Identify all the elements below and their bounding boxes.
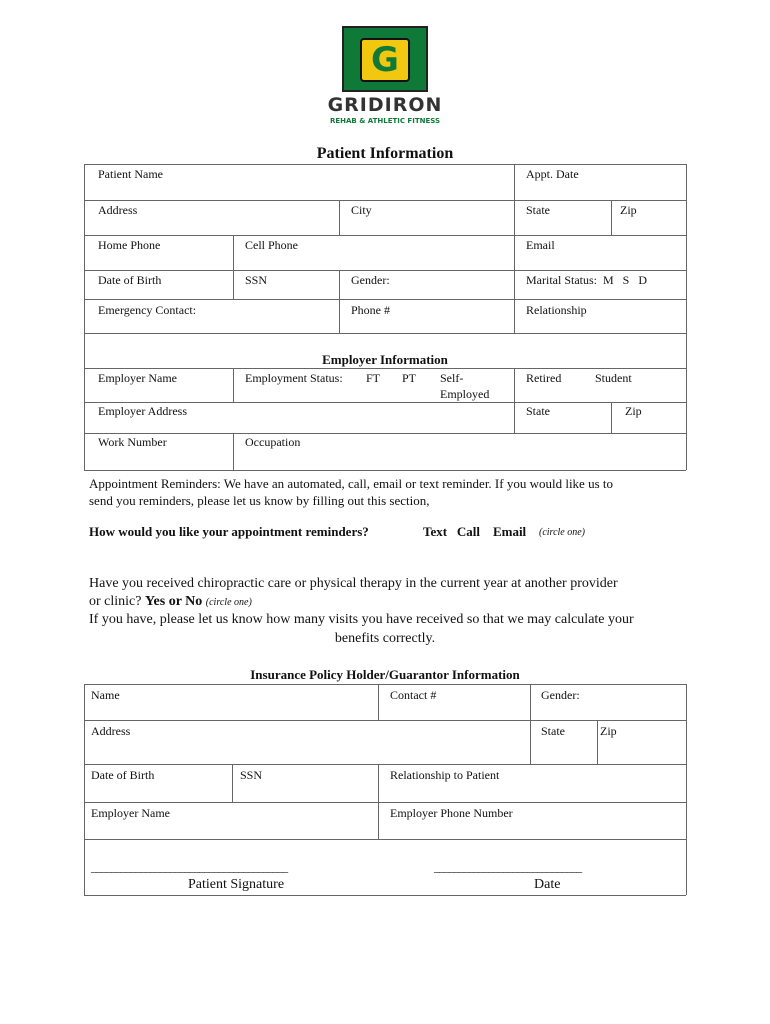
yes-no-option[interactable]: Yes or No: [144, 594, 203, 609]
emergency-contact-field[interactable]: Emergency Contact:: [98, 303, 197, 317]
retired-option[interactable]: Retired: [526, 371, 562, 385]
reminders-text-line2: send you reminders, please let us know by filling out this section,: [89, 493, 430, 508]
relationship-to-patient-field[interactable]: Relationship to Patient: [390, 768, 500, 782]
signature-line[interactable]: ________________________________________: [91, 860, 288, 874]
insured-zip-field[interactable]: Zip: [600, 724, 617, 738]
logo-name: GRIDIRON: [327, 94, 443, 116]
employer-zip-field[interactable]: Zip: [625, 404, 642, 418]
address-field[interactable]: Address: [98, 203, 138, 217]
insured-ssn-field[interactable]: SSN: [240, 768, 263, 782]
phone-field[interactable]: Phone #: [351, 303, 390, 317]
date-line[interactable]: ______________________________: [434, 860, 582, 874]
insured-employer-phone-field[interactable]: Employer Phone Number: [390, 806, 513, 820]
prior-care-line2: [89, 594, 252, 610]
patient-signature-label: Patient Signature: [188, 877, 285, 892]
logo-tagline: REHAB & ATHLETIC FITNESS: [329, 117, 441, 125]
city-field[interactable]: City: [351, 203, 372, 217]
insurance-heading: Insurance Policy Holder/Guarantor Information: [250, 667, 520, 682]
date-label: Date: [534, 877, 561, 892]
insured-address-field[interactable]: Address: [91, 724, 131, 738]
occupation-field[interactable]: Occupation: [245, 435, 301, 449]
dob-field[interactable]: Date of Birth: [98, 273, 162, 287]
home-phone-field[interactable]: Home Phone: [98, 238, 161, 252]
gender-field[interactable]: Gender:: [351, 273, 390, 287]
prior-care-line3: If you have, please let us know how many visits you have received so that we may calculate your: [89, 612, 634, 627]
student-option[interactable]: Student: [595, 371, 632, 385]
insured-name-field[interactable]: Name: [91, 688, 120, 702]
employer-address-field[interactable]: Employer Address: [98, 404, 187, 418]
employment-status-label: Employment Status:: [245, 371, 343, 385]
self-employed-option[interactable]: Self-: [440, 371, 464, 385]
page-title: Patient Information: [316, 145, 454, 162]
insured-gender-field[interactable]: Gender:: [541, 688, 580, 702]
insured-state-field[interactable]: State: [541, 724, 565, 738]
reminders-question: How would you like your appointment reminders?: [89, 524, 369, 539]
prior-care-line1: Have you received chiropractic care or physical therapy in the current year at another provider: [89, 576, 618, 591]
patient-name-field[interactable]: Patient Name: [98, 167, 163, 181]
employer-heading: Employer Information: [322, 352, 448, 367]
pt-option[interactable]: PT: [402, 371, 417, 385]
yes-no-circle-note: (circle one): [205, 597, 252, 608]
employer-state-field[interactable]: State: [526, 404, 550, 418]
prior-care-question: or clinic?: [89, 594, 142, 609]
zip-field[interactable]: Zip: [620, 203, 637, 217]
self-employed-option-line2[interactable]: Employed: [440, 387, 490, 401]
ft-option[interactable]: FT: [366, 371, 381, 385]
cell-phone-field[interactable]: Cell Phone: [245, 238, 298, 252]
reminders-text-line1: Appointment Reminders: We have an automated, call, email or text reminder. If you would like us to: [89, 476, 613, 491]
email-field[interactable]: Email: [526, 238, 555, 252]
state-field[interactable]: State: [526, 203, 550, 217]
insured-employer-name-field[interactable]: Employer Name: [91, 806, 170, 820]
logo-letter: G: [360, 38, 410, 82]
prior-care-line4: benefits correctly.: [334, 631, 436, 646]
insured-contact-field[interactable]: Contact #: [390, 688, 437, 702]
reminder-options[interactable]: Text Call Email: [423, 524, 527, 539]
reminder-circle-note: (circle one): [539, 527, 585, 538]
marital-status-field[interactable]: Marital Status: M S D: [526, 273, 648, 287]
relationship-field[interactable]: Relationship: [526, 303, 587, 317]
employer-name-field[interactable]: Employer Name: [98, 371, 177, 385]
insured-dob-field[interactable]: Date of Birth: [91, 768, 155, 782]
ssn-field[interactable]: SSN: [245, 273, 268, 287]
appt-date-field[interactable]: Appt. Date: [526, 167, 579, 181]
work-number-field[interactable]: Work Number: [98, 435, 167, 449]
